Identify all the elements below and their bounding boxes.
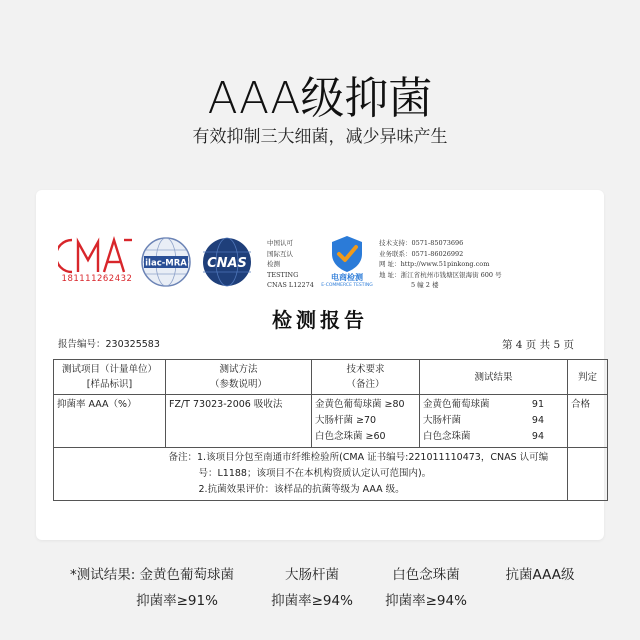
requirement-line: 金黄色葡萄球菌 ≥80 xyxy=(315,399,405,410)
summary-col-1 xyxy=(62,562,242,614)
result-line xyxy=(423,413,564,429)
ecommerce-testing-logo xyxy=(316,234,378,288)
row-results xyxy=(420,395,568,448)
summary-line1: *测试结果: 金黄色葡萄球菌 xyxy=(69,567,235,583)
eshop-subtitle: E-COMMERCE TESTING xyxy=(321,283,373,288)
note-line: 2.抗菌效果评价：该样品的抗菌等级为 AAA 级。 xyxy=(198,484,405,495)
table-row xyxy=(54,395,608,448)
page-number: 第 4 页 共 5 页 xyxy=(501,339,574,351)
header-item-line: 测试项目（计量单位） xyxy=(61,364,157,375)
result-name: 白色念珠菌 xyxy=(423,431,471,442)
cnas-small-line: 检测 xyxy=(267,260,280,268)
header-requirement-line: 技术要求 xyxy=(346,364,385,375)
result-name: 金黄色葡萄球菌 xyxy=(423,399,490,410)
table-header-row xyxy=(54,360,608,395)
result-value: 94 xyxy=(531,415,544,426)
header-requirement-line: （备注） xyxy=(346,379,385,390)
header-item xyxy=(54,360,166,395)
result-line xyxy=(423,397,564,413)
result-value: 94 xyxy=(531,431,544,442)
row-requirements xyxy=(312,395,420,448)
cnas-logo xyxy=(200,236,254,288)
ilac-mra-logo xyxy=(140,236,192,288)
summary-line2: 抑菌率≥94% xyxy=(385,593,467,609)
cnas-small-line: 中国认可 xyxy=(267,239,293,247)
row-method-text: FZ/T 73023-2006 吸收法 xyxy=(169,399,283,410)
header-method-line: 测试方法 xyxy=(219,364,258,375)
summary-line2: 抑菌率≥94% xyxy=(271,593,353,609)
summary-row xyxy=(0,562,640,622)
summary-col-3 xyxy=(376,562,476,614)
contact-line: 网 址：http://www.51pinkong.com xyxy=(379,260,490,268)
header-verdict: 判定 xyxy=(568,360,608,395)
subhead: 有效抑制三大细菌，减少异味产生 xyxy=(192,127,448,147)
note-line: 号：L1188；该项目不在本机构资质认定认可范围内)。 xyxy=(198,468,432,479)
header-method xyxy=(166,360,312,395)
contact-line: 地 址：浙江省杭州市钱塘区银海街 600 号 xyxy=(379,270,502,279)
header-requirement xyxy=(312,360,420,395)
notes-empty-cell xyxy=(54,448,166,501)
summary-col-4 xyxy=(490,562,590,588)
notes-row xyxy=(54,448,608,501)
summary-line1: 白色念珠菌 xyxy=(392,567,460,583)
summary-line2: 抑菌率≥91% xyxy=(136,593,218,609)
row-verdict xyxy=(568,395,608,448)
header-result: 测试结果 xyxy=(420,360,568,395)
requirement-line: 大肠杆菌 ≥70 xyxy=(315,415,377,426)
contact-info xyxy=(379,238,589,291)
notes-verdict-cell xyxy=(568,448,608,501)
result-name: 大肠杆菌 xyxy=(423,415,462,426)
header-method-line: （参数说明） xyxy=(209,379,267,390)
report-card xyxy=(36,190,604,540)
cma-logo xyxy=(58,234,136,288)
report-table xyxy=(53,359,608,501)
result-value: 91 xyxy=(531,399,544,410)
notes-cell xyxy=(166,448,568,501)
row-item xyxy=(54,395,166,448)
contact-line: 5 幢 2 楼 xyxy=(411,281,439,289)
contact-line: 技术支持：0571-85073696 xyxy=(379,239,464,247)
result-line xyxy=(423,429,564,445)
row-item-text: 抑菌率 AAA（%） xyxy=(57,399,137,410)
cnas-small-line: 国际互认 xyxy=(267,249,293,258)
summary-col-2 xyxy=(262,562,362,614)
eshop-title: 电商检测 xyxy=(331,273,363,282)
cnas-text: CNAS xyxy=(207,256,247,271)
header-item-line: [样品标识] xyxy=(86,379,133,390)
requirement-line: 白色念珠菌 ≥60 xyxy=(315,431,386,442)
verdict-text: 合格 xyxy=(571,399,591,410)
summary-line1: 大肠杆菌 xyxy=(285,567,339,583)
cnas-small-line: TESTING xyxy=(267,270,299,279)
report-title: 检测报告 xyxy=(272,308,368,332)
row-method xyxy=(166,395,312,448)
cma-number: 181111262432 xyxy=(61,274,133,284)
ilac-text: ilac-MRA xyxy=(145,258,187,269)
summary-line1: 抗菌AAA级 xyxy=(505,567,575,583)
note-line: 备注：1.该项目分包至南通市纤维检验所(CMA 证书编号:221011110473，CNAS 认可编 xyxy=(168,452,549,463)
headline: AAA级抑菌 xyxy=(207,73,433,124)
cnas-small-line: CNAS L12274 xyxy=(267,281,314,289)
report-number: 报告编号：230325583 xyxy=(58,339,160,350)
contact-line: 业务联系：0571-86026992 xyxy=(379,249,464,258)
